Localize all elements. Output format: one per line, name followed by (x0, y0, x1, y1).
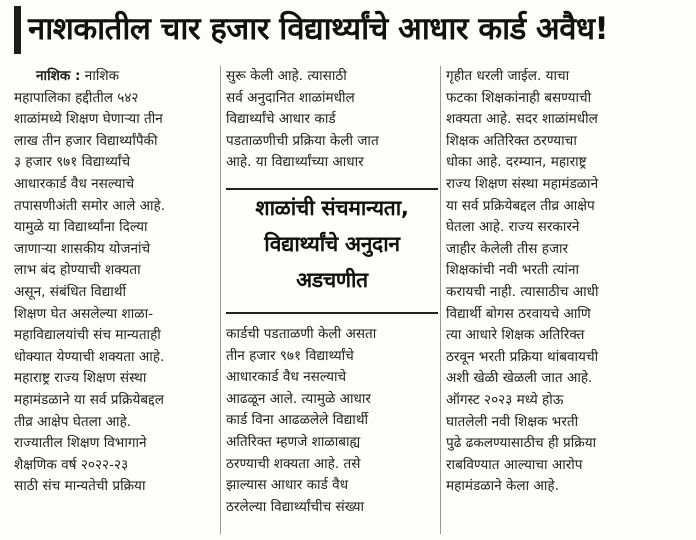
text-line: शिक्षकांची नवी भरती त्यांना (446, 262, 580, 279)
text-line: पडताळणीची प्रक्रिया केली जात (226, 132, 379, 149)
text-line: सुरू केली आहे. त्यासाठी (226, 68, 347, 84)
text-line: धोक्यात येण्याची शक्यता आहे. (14, 348, 165, 365)
text-line: राबविण्यात आल्याचा आरोप (446, 456, 583, 473)
text-line: ३ हजार ९७१ विद्यार्थ्यांचे (14, 154, 131, 171)
text-line: सर्व अनुदानित शाळांमधील (226, 89, 355, 106)
text-line: तीन हजार ९७१ विद्यार्थ्यांचे (226, 347, 354, 364)
text-line: आढळून आले. त्यामुळे आधार (226, 390, 371, 407)
dateline: नाशिक : (36, 68, 81, 84)
text-line: ठरवून भरती प्रक्रिया थांबवायची (446, 348, 599, 365)
article-column-1 (14, 66, 214, 498)
subheading-line: शाळांची संचमान्यता, (255, 196, 409, 220)
text-fragment: नाशिक (80, 68, 120, 84)
text-line: कार्ड विना आढळलेले विद्यार्थी (226, 412, 369, 429)
text-line: घेतला आहे. राज्य सरकारने (446, 219, 580, 236)
text-line: राज्यातील शिक्षण विभागाने (14, 435, 147, 452)
text-line: घातलेली नवी शिक्षक भरती (446, 413, 579, 430)
article-column-3 (446, 66, 686, 498)
text-line: विद्यार्थ्यांचे आधार कार्ड (226, 111, 336, 128)
text-line: राज्य शिक्षण संस्था महामंडळाने (446, 175, 599, 192)
text-line: यामुळे या विद्यार्थ्यांना दिल्या (14, 219, 148, 236)
text-line: झाल्यास आधार कार्ड वैध (226, 477, 349, 494)
subheading-line: अडचणीत (296, 268, 368, 292)
text-line: शिक्षण घेत असलेल्या शाळा- (14, 305, 154, 322)
subheading-line: विद्यार्थ्यांचे अनुदान (264, 232, 400, 256)
text-line: तीव्र आक्षेप घेतला आहे. (14, 413, 132, 430)
article-headline: नाशकातील चार हजार विद्यार्थ्यांचे आधार कार्ड अवैध! (28, 11, 609, 47)
text-line: अतिरिक्त म्हणजे शाळाबाह्य (226, 433, 361, 450)
text-line: तपासणीअंती समोर आले आहे. (14, 197, 166, 214)
text-line: करायची नाही. त्यासाठीच आधी (446, 283, 599, 300)
text-line: महाराष्ट्र राज्य शिक्षण संस्था (14, 370, 147, 387)
text-line: महामंडळाने या सर्व प्रक्रियेबद्दल (14, 391, 164, 408)
text-line: शिक्षक अतिरिक्त ठरण्याचा (446, 132, 577, 149)
article-column-2-bottom (226, 324, 434, 518)
text-line (14, 66, 214, 88)
text-line: आहे. या विद्यार्थ्यांच्या आधार (226, 154, 364, 171)
text-line: महाविद्यालयांची संच मान्यताही (14, 327, 161, 344)
text-line: शाळांमध्ये शिक्षण घेणाऱ्या तीन (14, 111, 163, 128)
text-line: ठरलेल्या विद्यार्थ्यांचीच संख्या (226, 498, 365, 515)
column-divider (220, 66, 221, 534)
text-line: फटका शिक्षकांनाही बसण्याची (446, 89, 592, 106)
text-line: कार्डची पडताळणी केली असता (226, 326, 377, 342)
text-line: जाहीर केलेली तीस हजार (446, 240, 569, 257)
text-line: ठरण्याची शक्यता आहे. तसे (226, 455, 361, 472)
text-line: जाणाऱ्या शासकीय योजनांचे (14, 240, 151, 257)
text-line: विद्यार्थी बोगस ठरवायचे आणि (446, 305, 591, 322)
text-line: महापालिका हद्दीतील ५४२ (14, 89, 139, 106)
text-line: महामंडळाने केला आहे. (446, 478, 559, 495)
text-line: आधारकार्ड वैध नसल्याचे (14, 175, 135, 192)
text-line: धोका आहे. दरम्यान, महाराष्ट्र (446, 154, 587, 171)
text-line: लाभ बंद होण्याची शक्यता (14, 262, 141, 279)
text-line: पुढे ढकलण्यासाठीच ही प्रक्रिया (446, 435, 597, 452)
column-divider (440, 66, 441, 534)
text-line: शक्यता आहे. सदर शाळांमधील (446, 111, 598, 128)
article-subheading (226, 188, 438, 314)
text-line: असून, संबंधित विद्यार्थी (14, 283, 127, 300)
text-line: ऑगस्ट २०२३ मध्ये होऊ (446, 391, 564, 408)
article-column-2-top (226, 66, 434, 174)
text-line: त्या आधारे शिक्षक अतिरिक्त (446, 327, 585, 344)
text-line: आधारकार्ड वैध नसल्याचे (226, 369, 347, 386)
text-line: या सर्व प्रक्रियेबद्दल तीव्र आक्षेप (446, 197, 595, 214)
text-line: लाख तीन हजार विद्यार्थ्यांपैकी (14, 132, 158, 149)
text-line: गृहीत धरली जाईल. याचा (446, 68, 570, 84)
text-line: साठी संच मान्यतेची प्रक्रिया (14, 478, 146, 495)
text-line: शैक्षणिक वर्ष २०२२-२३ (14, 456, 129, 473)
text-line: अशी खेळी खेळली जात आहे. (446, 370, 593, 387)
